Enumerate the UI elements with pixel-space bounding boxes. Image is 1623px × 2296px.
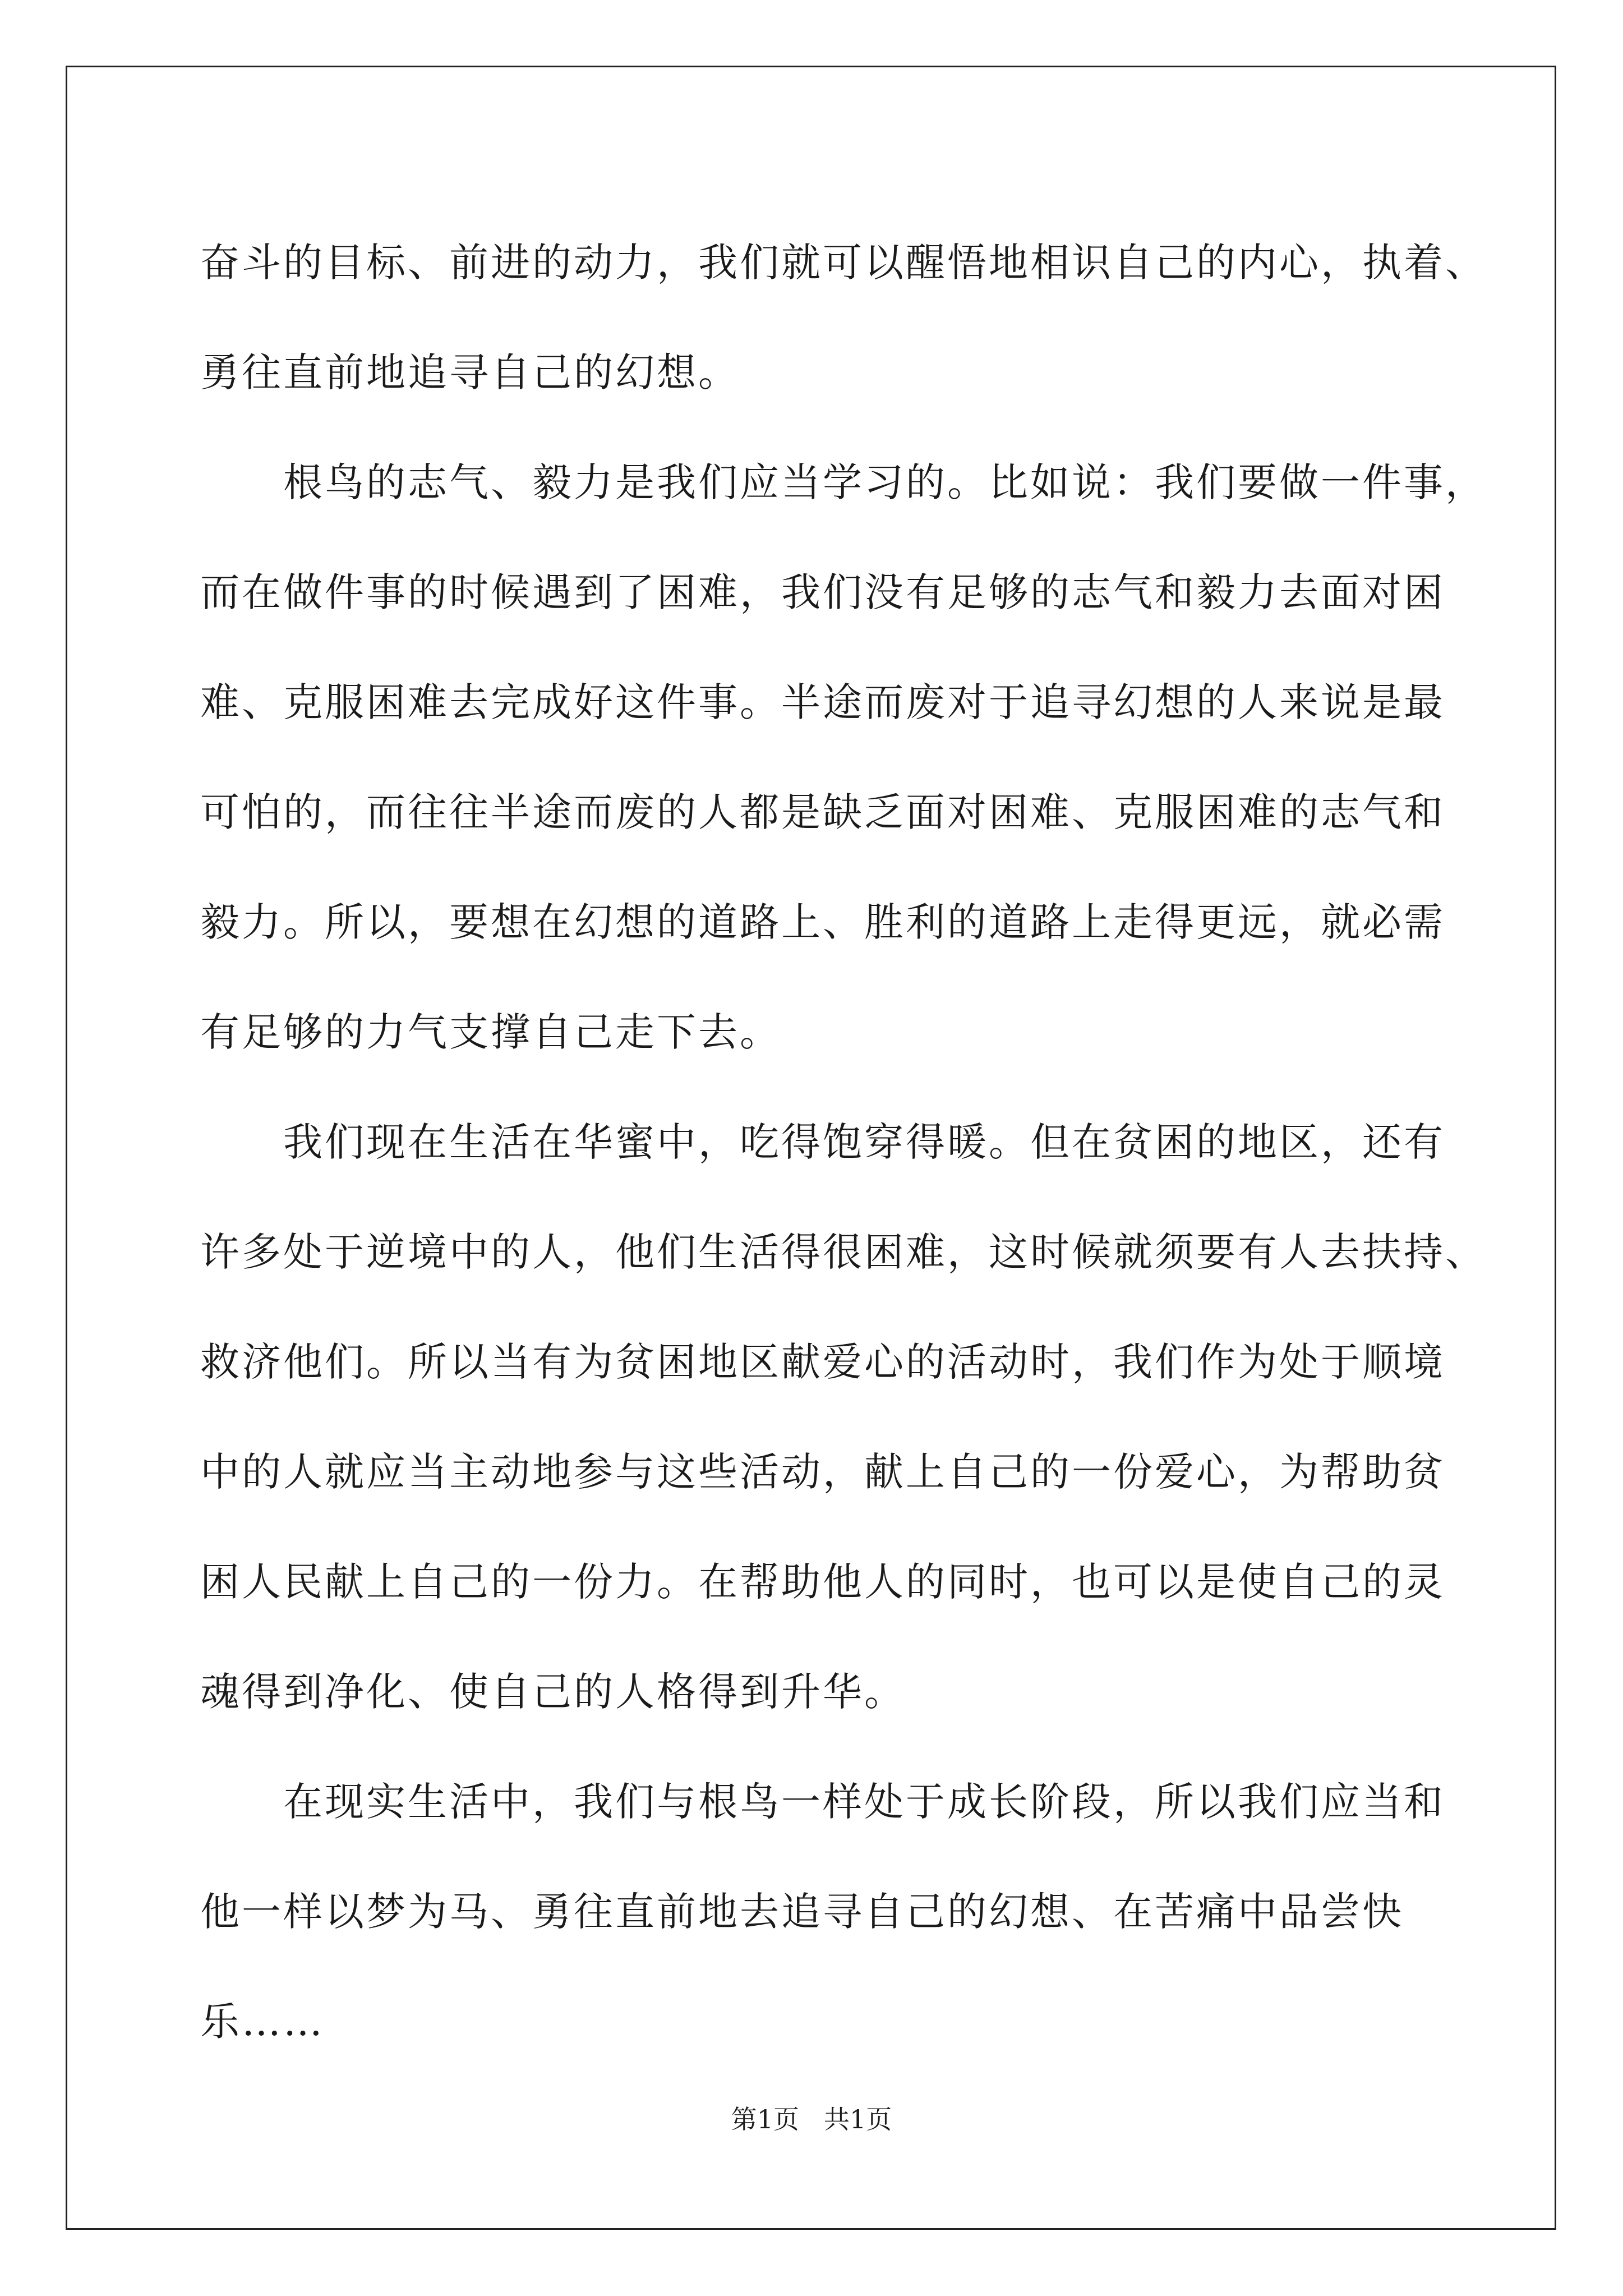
text-line: 我们现在生活在华蜜中，吃得饱穿得暖。但在贫困的地区，还有	[283, 1119, 1445, 1165]
page-number: 第1页	[731, 2104, 799, 2134]
text-line: 毅力。所以，要想在幻想的道路上、胜利的道路上走得更远，就必需	[200, 899, 1445, 945]
text-line: 魂得到净化、使自己的人格得到升华。	[200, 1669, 906, 1715]
text-line: 而在做件事的时候遇到了困难，我们没有足够的志气和毅力去面对困	[200, 569, 1445, 615]
text-line: 许多处于逆境中的人，他们生活得很困难，这时候就须要有人去扶持、	[200, 1229, 1487, 1275]
text-line: 乐……	[200, 1999, 325, 2045]
text-line: 救济他们。所以当有为贫困地区献爱心的活动时，我们作为处于顺境	[200, 1339, 1445, 1385]
text-line: 中的人就应当主动地参与这些活动，献上自己的一份爱心，为帮助贫	[200, 1449, 1445, 1495]
text-line: 可怕的，而往往半途而废的人都是缺乏面对困难、克服困难的志气和	[200, 789, 1445, 835]
page-total: 共1页	[824, 2104, 892, 2134]
page-footer	[0, 2099, 1623, 2136]
document-body	[200, 208, 1487, 2077]
text-line: 难、克服困难去完成好这件事。半途而废对于追寻幻想的人来说是最	[200, 679, 1445, 725]
text-line: 勇往直前地追寻自己的幻想。	[200, 349, 740, 395]
text-line: 在现实生活中，我们与根鸟一样处于成长阶段，所以我们应当和	[283, 1779, 1445, 1825]
text-line: 根鸟的志气、毅力是我们应当学习的。比如说：我们要做一件事，	[283, 459, 1487, 505]
text-line: 奋斗的目标、前进的动力，我们就可以醒悟地相识自己的内心，执着、	[200, 240, 1487, 286]
text-line: 有足够的力气支撑自己走下去。	[200, 1009, 781, 1055]
text-line: 困人民献上自己的一份力。在帮助他人的同时，也可以是使自己的灵	[200, 1559, 1445, 1605]
text-line: 他一样以梦为马、勇往直前地去追寻自己的幻想、在苦痛中品尝快	[200, 1889, 1404, 1935]
